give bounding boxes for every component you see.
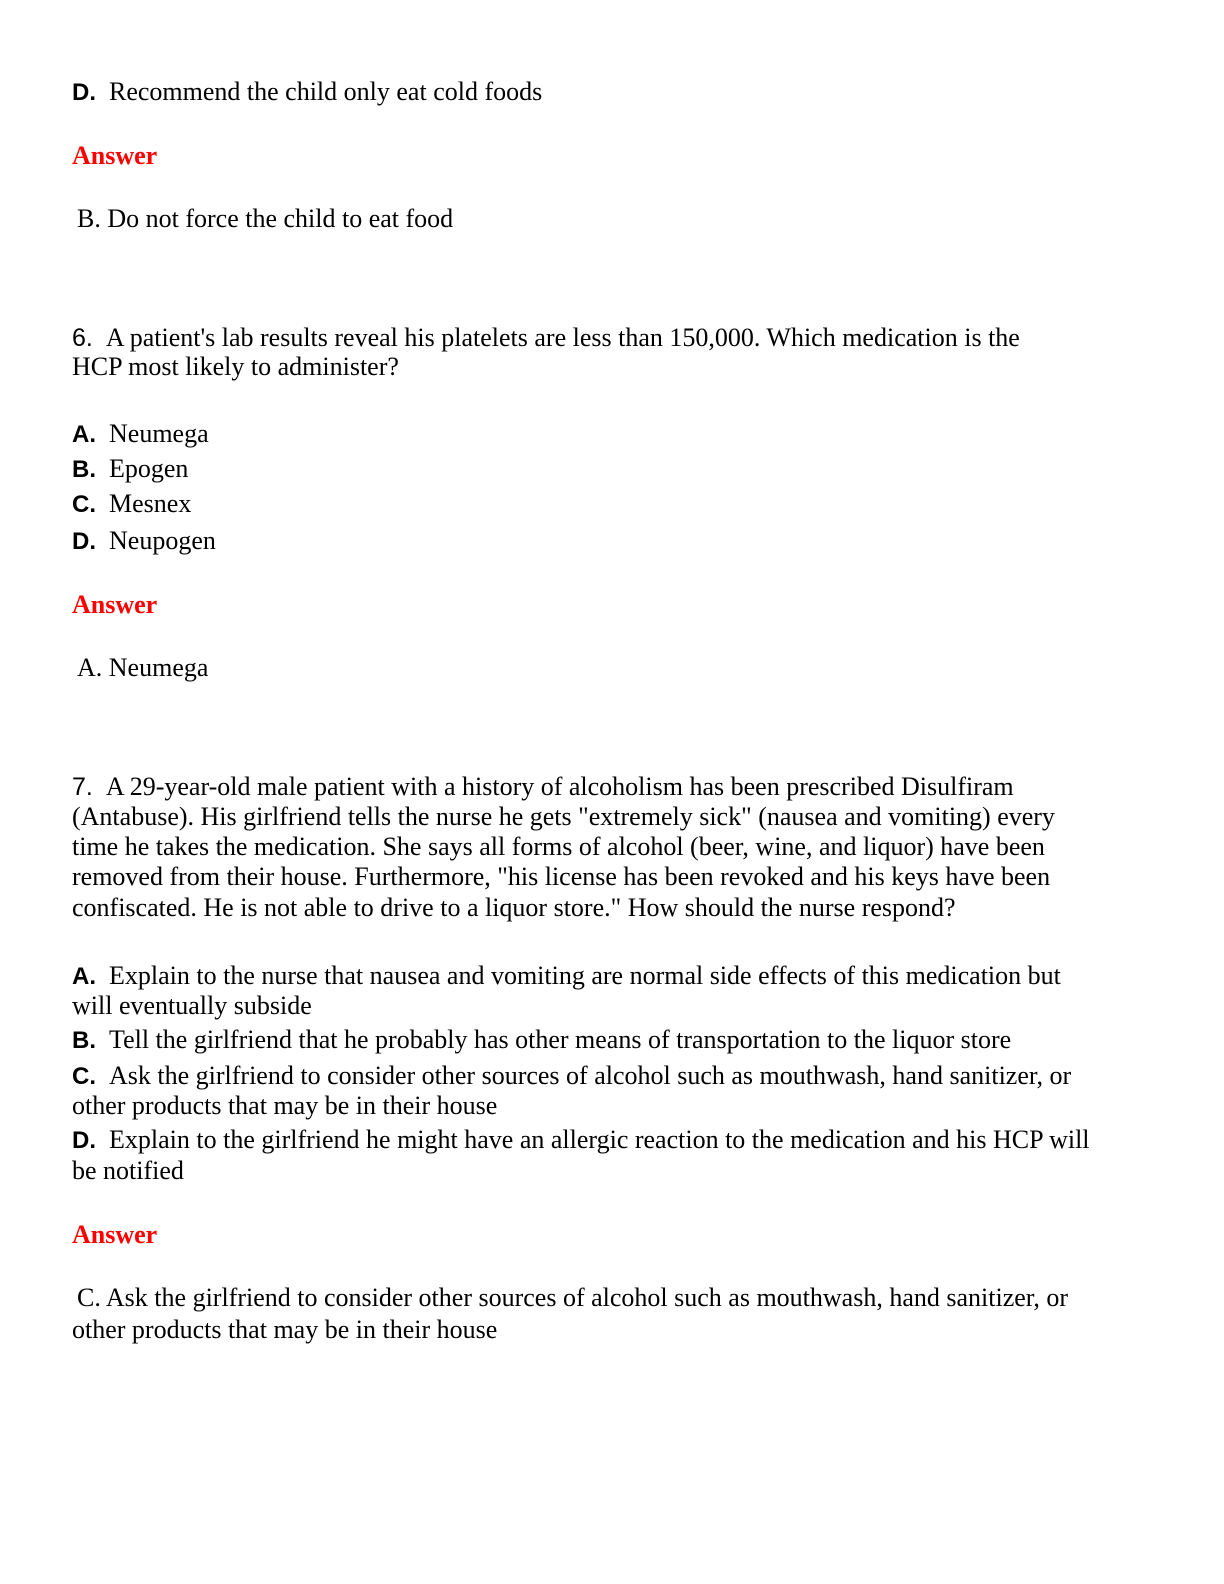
q6-question-line-2: HCP most likely to administer? (72, 352, 399, 381)
question-text: A patient's lab results reveal his platelets are less than 150,000. Which medication is the (105, 323, 1020, 352)
option-text: Neumega (109, 419, 209, 448)
q5-answer-label: Answer (72, 141, 158, 170)
option-text: Neupogen (109, 526, 216, 555)
question-text: A 29-year-old male patient with a history of alcoholism has been prescribed Disulfiram (105, 772, 1014, 801)
question-number: 7. (72, 773, 93, 801)
q7-option-b (72, 1025, 1011, 1056)
q7-question-line-3: time he takes the medication. She says all forms of alcohol (beer, wine, and liquor) have been (72, 832, 1045, 861)
option-letter: C. (72, 491, 96, 518)
q7-option-c-line-2: other products that may be in their house (72, 1091, 498, 1120)
option-text: Explain to the girlfriend he might have an allergic reaction to the medication and his HCP will (109, 1125, 1090, 1154)
option-letter: B. (72, 456, 96, 483)
option-text: Tell the girlfriend that he probably has other means of transportation to the liquor store (109, 1025, 1012, 1054)
option-letter: B. (72, 1027, 96, 1054)
q6-option-d (72, 526, 216, 557)
option-letter: A. (72, 963, 96, 990)
q7-answer-line-1: C. Ask the girlfriend to consider other sources of alcohol such as mouthwash, hand sanitizer, or (77, 1283, 1069, 1312)
q5-answer-text: B. Do not force the child to eat food (77, 204, 454, 233)
option-text: Recommend the child only eat cold foods (109, 77, 543, 106)
q7-answer-line-2: other products that may be in their house (72, 1315, 498, 1344)
question-number: 6. (72, 324, 93, 352)
option-letter: C. (72, 1063, 96, 1090)
q7-option-a (72, 961, 1061, 992)
option-letter: D. (72, 79, 96, 106)
q6-option-b (72, 454, 188, 485)
q6-option-c (72, 489, 191, 520)
option-text: Ask the girlfriend to consider other sources of alcohol such as mouthwash, hand sanitizer, or (109, 1061, 1072, 1090)
q7-option-d-line-2: be notified (72, 1156, 184, 1185)
q5-option-d (72, 77, 542, 108)
q6-answer-text: A. Neumega (77, 653, 209, 682)
option-letter: A. (72, 421, 96, 448)
q7-option-d (72, 1125, 1090, 1156)
q6-answer-label: Answer (72, 590, 158, 619)
option-text: Explain to the nurse that nausea and vomiting are normal side effects of this medication but (109, 961, 1061, 990)
option-letter: D. (72, 1127, 96, 1154)
q7-question-line-4: removed from their house. Furthermore, "his license has been revoked and his keys have been (72, 862, 1051, 891)
option-letter: D. (72, 528, 96, 555)
q7-answer-label: Answer (72, 1220, 158, 1249)
q7-question-line-5: confiscated. He is not able to drive to a liquor store." How should the nurse respond? (72, 893, 956, 922)
q6-option-a (72, 419, 209, 450)
q7-option-a-line-2: will eventually subside (72, 991, 312, 1020)
q6-question-line-1 (72, 323, 1020, 353)
q7-option-c (72, 1061, 1071, 1092)
q7-question-line-1 (72, 772, 1014, 802)
q7-question-line-2: (Antabuse). His girlfriend tells the nurse he gets "extremely sick" (nausea and vomiting) every (72, 802, 1055, 831)
option-text: Epogen (109, 454, 189, 483)
option-text: Mesnex (109, 489, 192, 518)
